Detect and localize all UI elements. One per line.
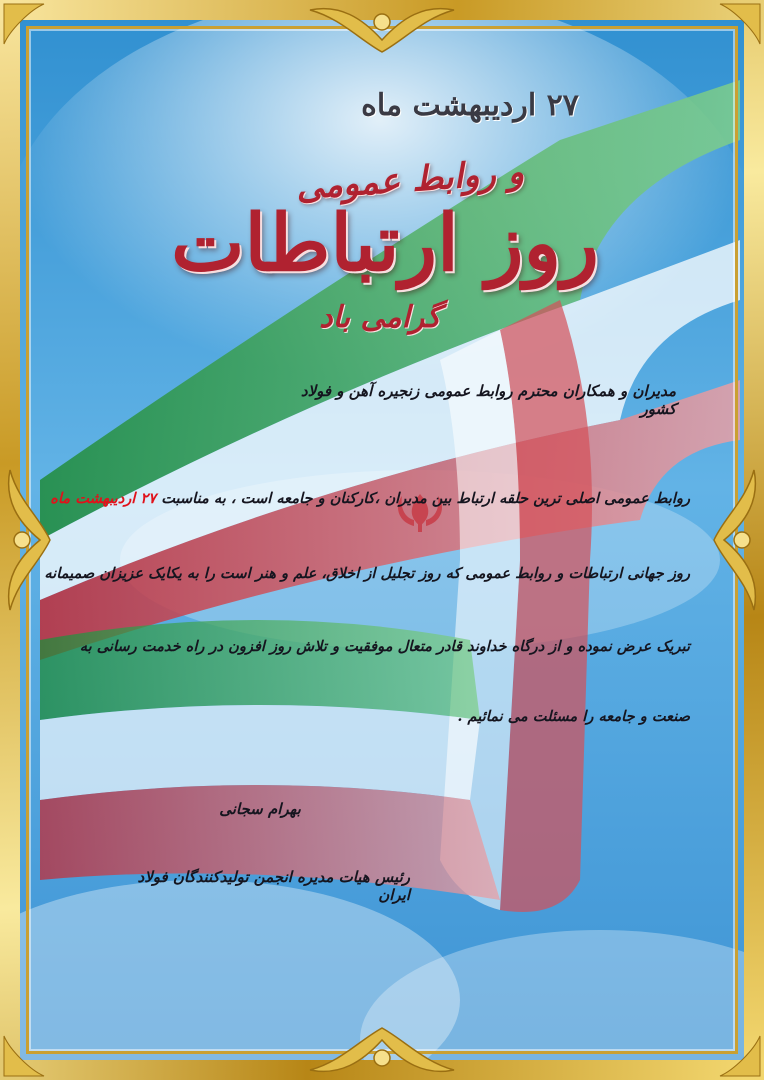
letter-text: روابط عمومی اصلی ترین حلقه ارتباط بین مدیران ،کارکنان و جامعه است ، به مناسبت [156,490,690,507]
letter-paragraph-line-2: روز جهانی ارتباطات و روابط عمومی که روز تجلیل از اخلاق، علم و هنر است را به یکایک عزیزان صمیمانه [44,565,690,582]
letter-paragraph-line-4: صنعت و جامعه را مسئلت می نمائیم . [457,708,690,725]
left-ornament-icon [0,460,60,620]
signature-position: رئیس هیات مدیره انجمن تولیدکنندگان فولاد ایران [137,868,410,904]
title-date: ۲۷ اردیبهشت ماه [361,88,579,123]
letter-paragraph-line-1 [50,490,690,507]
corner-ornament-icon [0,0,60,60]
corner-ornament-icon [704,0,764,60]
title-tail: گرامی باد [319,300,441,335]
greeting-line: مدیران و همکاران محترم روابط عمومی زنجیره آهن و فولاد کشور [300,382,676,418]
signature-name: بهرام سجانی [219,800,301,818]
bottom-ornament-icon [300,1020,464,1080]
title-subtitle: و روابط عمومی [294,152,526,208]
right-ornament-icon [704,460,764,620]
page-title: روز ارتباطات [171,198,599,289]
date-highlight: ۲۷ اردیبهشت ماه [50,490,157,507]
letter-paragraph-line-3: تبریک عرض نموده و از درگاه خداوند قادر متعال موفقیت و تلاش روز افزون در راه خدمت رسانی به [79,638,690,655]
corner-ornament-icon [0,1020,60,1080]
corner-ornament-icon [704,1020,764,1080]
top-ornament-icon [300,0,464,60]
